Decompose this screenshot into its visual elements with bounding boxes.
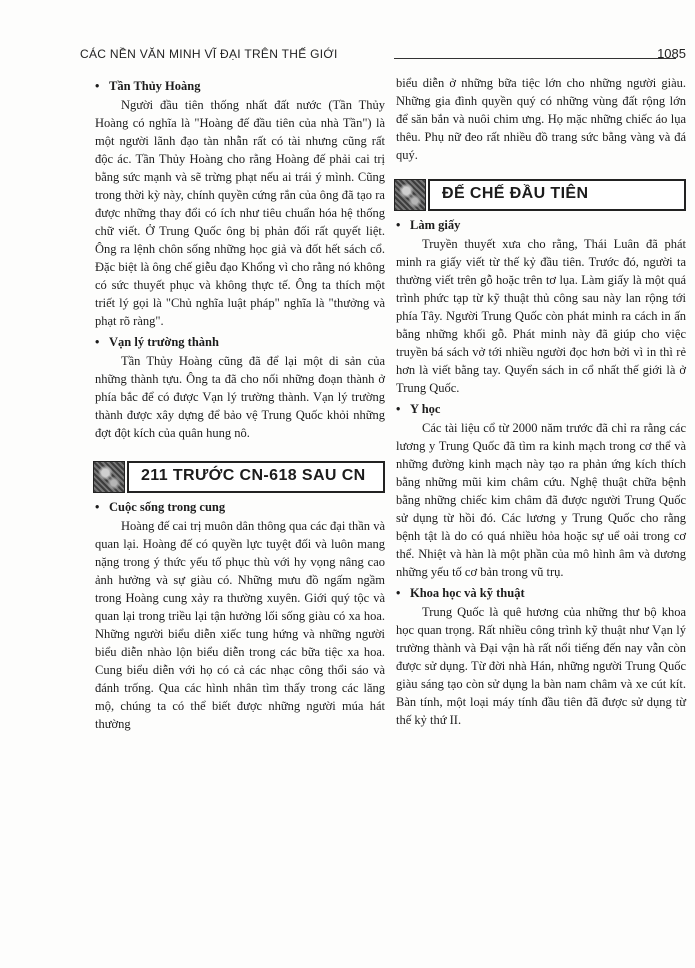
heading-text: Y học bbox=[410, 402, 441, 416]
bullet-heading bbox=[95, 77, 385, 95]
bullet-heading bbox=[95, 498, 385, 516]
bullet-heading bbox=[95, 333, 385, 351]
bullet-dot-icon: • bbox=[95, 500, 100, 514]
section-texture-icon bbox=[394, 179, 426, 211]
section-title-box bbox=[127, 461, 385, 493]
heading-text: Làm giấy bbox=[410, 218, 461, 232]
section-texture-icon bbox=[93, 461, 125, 493]
book-title: CÁC NỀN VĂN MINH VĨ ĐẠI TRÊN THẾ GIỚI bbox=[80, 47, 338, 61]
bullet-heading bbox=[396, 584, 686, 602]
bullet-heading bbox=[396, 400, 686, 418]
paragraph: Hoàng đế cai trị muôn dân thông qua các đại thần và quan lại. Hoàng đế có quyền lực tuyệt đối và luôn mang nặng trong ý thức yếu tố phục thù với hy vọng nâng cao ảnh hưởng và sự giàu có. Những mưu đồ ngấm ngầm trong Hoàng cung xảy ra thường xuyên. Giới quý tộc và quan lại trong triều lại tận hưởng lối sống giàu có xa hoa. Những người biểu diễn xiếc tung hứng và những người biểu diễn nhào lộn biểu diễn trong các bữa tiệc xa hoa. Cung biểu diễn với họ có cả các nhạc công thổi sáo và đánh trống. Qua các hình nhân tìm thấy trong các lăng mộ, chúng ta có thể biết được những người múa hát thường bbox=[95, 519, 385, 731]
section-title: ĐẾ CHẾ ĐẦU TIÊN bbox=[442, 185, 589, 202]
paragraph: Các tài liệu cổ từ 2000 năm trước đã chỉ ra rằng các lương y Trung Quốc đã tìm ra kinh mạch trong cơ thể và những đường kinh mạch này tạo ra phản ứng kích thích bằng những mũi kim châm cứu. Nghệ thuật chữa bệnh bằng những chiếc kim châm đã được người Trung Quốc sử dụng từ hồi đó. Các lương y Trung Quốc cho rằng bệnh tật là do có quá nhiều hỏa hoặc sự uể oải trong cơ thể. Nhiệt và hàn là một phần của mô hình âm và dương những yếu tố cơ bản trong vũ trụ. bbox=[396, 421, 686, 579]
running-header bbox=[80, 44, 686, 66]
bullet-heading bbox=[396, 216, 686, 234]
heading-text: Tần Thủy Hoàng bbox=[109, 79, 201, 93]
section-title: 211 TRƯỚC CN-618 SAU CN bbox=[141, 467, 366, 484]
paragraph: Người đầu tiên thống nhất đất nước (Tần Thủy Hoàng có nghĩa là "Hoàng đế đầu tiên của nhà Tần") là một người lãnh đạo tàn nhẫn rất có tài nhưng cũng rất độc ác. Tần Thủy Hoàng cho rằng Hoàng đế phải cai trị bằng sức mạnh và sẽ trừng phạt nếu ai trái ý mình. Cũng trong thời kỳ này, chính quyền cứng rắn của ông đã tạo ra được những thay đổi có ích như tiêu chuẩn hóa hệ thống chữ viết. Ở Trung Quốc ông bị phản đối rất quyết liệt. Ông ra lệnh chôn sống những học giả và đốt hết sách cổ. Đặc biệt là ông chế giễu đạo Khổng vì cho rằng nó không có sức thuyết phục và không thực tế. Ông ta thích một triết lý gọi là "Chủ nghĩa luật pháp" nghĩa là "thưởng và phạt rõ ràng". bbox=[95, 98, 385, 328]
section-title-box bbox=[428, 179, 686, 211]
paragraph-continued: biểu diễn ở những bữa tiệc lớn cho những người giàu. Những gia đình quyền quý có những vùng đất rộng lớn để săn bắn và nuôi chim ưng. Họ mặc những chiếc áo lụa thêu. Phụ nữ đeo rất nhiều đồ trang sức bằng vàng và đá quý. bbox=[396, 76, 686, 162]
bullet-dot-icon: • bbox=[396, 218, 401, 232]
header-rule bbox=[394, 58, 676, 59]
section-header bbox=[394, 178, 686, 210]
bullet-dot-icon: • bbox=[95, 79, 100, 93]
heading-text: Cuộc sống trong cung bbox=[109, 500, 226, 514]
paragraph: Trung Quốc là quê hương của những thư bộ khoa học quan trọng. Rất nhiều công trình kỹ thuật như Vạn lý trường thành và Đại vận hà rất nổi tiếng đến nay vẫn còn được sử dụng. Từ đời nhà Hán, những người Trung Quốc giàu sáng tạo còn sử dụng la bàn nam châm và xe cút kít. Bàn tính, một loại máy tính đầu tiên đã được sử dụng từ thế kỷ thứ II. bbox=[396, 605, 686, 727]
bullet-dot-icon: • bbox=[95, 335, 100, 349]
left-column bbox=[95, 74, 385, 733]
heading-text: Khoa học và kỹ thuật bbox=[410, 586, 525, 600]
right-column bbox=[396, 74, 686, 729]
bullet-dot-icon: • bbox=[396, 586, 401, 600]
page-number: 1085 bbox=[657, 46, 686, 61]
paragraph: Tần Thủy Hoàng cũng đã để lại một di sản của những thành tựu. Ông ta đã cho nối những đoạn thành ở phía bắc để có được Vạn lý trường thành. Vạn lý trường thành được xây dựng để bảo vệ Trung Quốc khỏi những đợt đột kích của quân hung nô. bbox=[95, 354, 385, 440]
paragraph: Truyền thuyết xưa cho rằng, Thái Luân đã phát minh ra giấy viết từ thế kỷ đầu tiên. Trước đó, người ta thường viết trên gỗ hoặc trên tơ lụa. Làm giấy là một quá trình phức tạp từ kỹ thuật thủ công sau này lan rộng tới phía Tây. Người Trung Quốc còn phát minh ra cách in ấn bằng những khối gỗ. Phát minh này đã giúp cho việc truyền bá sách vở tới nhiều người đọc hơn bởi vì in thì rẻ hơn là viết bằng tay. Quyển sách in cổ nhất thế giới là ở Trung Quốc. bbox=[396, 237, 686, 395]
heading-text: Vạn lý trường thành bbox=[109, 335, 219, 349]
bullet-dot-icon: • bbox=[396, 402, 401, 416]
section-header bbox=[93, 460, 385, 492]
